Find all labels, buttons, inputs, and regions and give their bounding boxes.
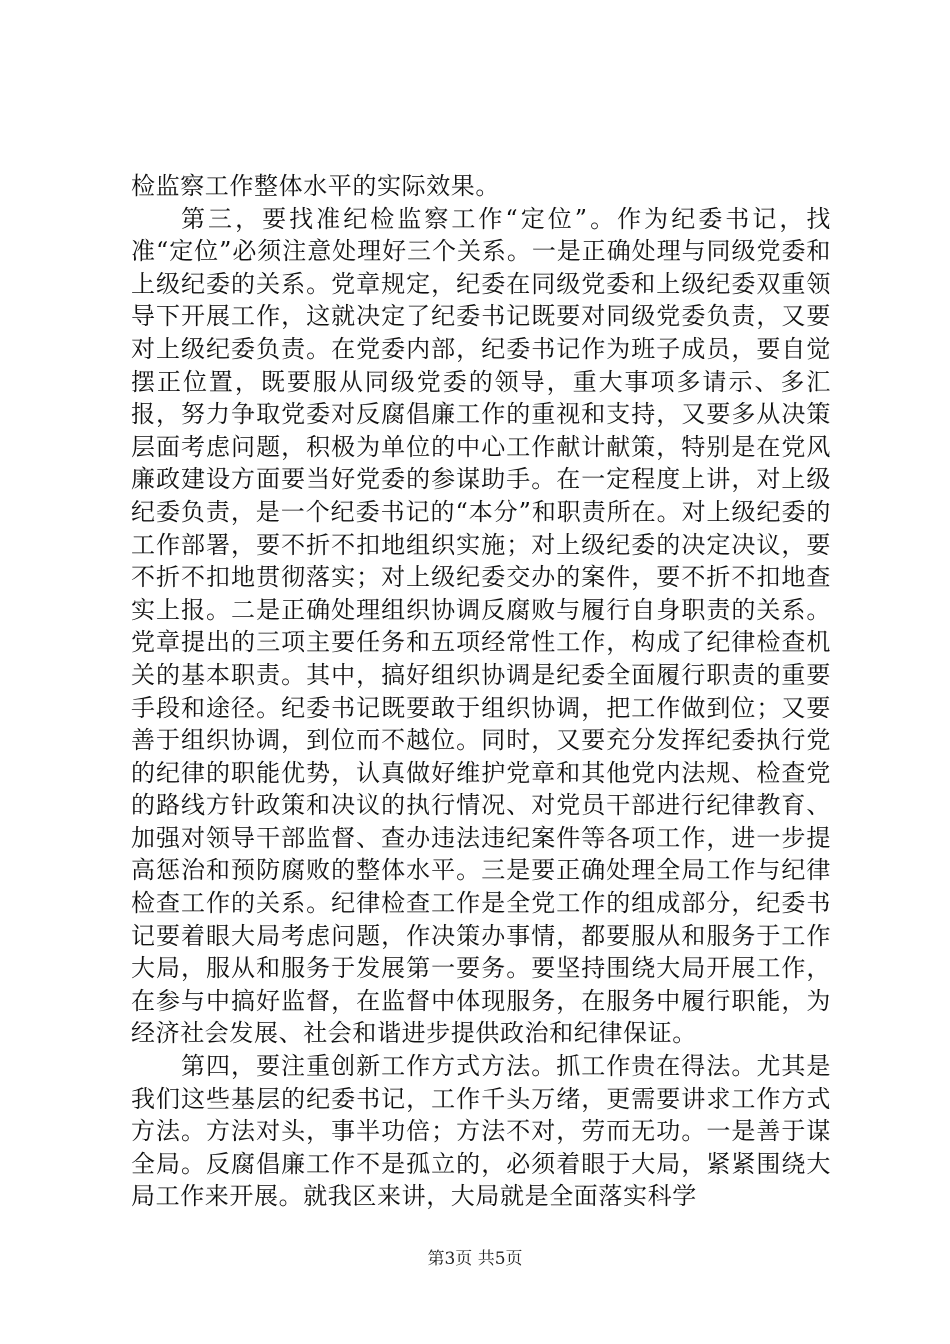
paragraph-2: 第三，要找准纪检监察工作“定位”。作为纪委书记，找准“定位”必须注意处理好三个关系。一是正确处理与同级党委和上级纪委的关系。党章规定，纪委在同级党委和上级纪委双重领导下开展工作，这就决定了纪委书记既要对同级党委负责，又要对上级纪委负责。在党委内部，纪委书记作为班子成员，要自觉摆正位置，既要服从同级党委的领导，重大事项多请示、多汇报，努力争取党委对反腐倡廉工作的重视和支持，又要多从决策层面考虑问题，积极为单位的中心工作献计献策，特别是在党风廉政建设方面要当好党委的参谋助手。在一定程度上讲，对上级纪委负责，是一个纪委书记的“本分”和职责所在。对上级纪委的工作部署，要不折不扣地组织实施；对上级纪委的决定决议，要不折不扣地贯彻落实；对上级纪委交办的案件，要不折不扣地查实上报。二是正确处理组织协调反腐败与履行自身职责的关系。党章提出的三项主要任务和五项经常性工作，构成了纪律检查机关的基本职责。其中，搞好组织协调是纪委全面履行职责的重要手段和途径。纪委书记既要敢于组织协调，把工作做到位；又要善于组织协调，到位而不越位。同时，又要充分发挥纪委执行党的纪律的职能优势，认真做好维护党章和其他党内法规、检查党的路线方针政策和决议的执行情况、对党员干部进行纪律教育、加强对领导干部监督、查办违法违纪案件等各项工作，进一步提高惩治和预防腐败的整体水平。三是要正确处理全局工作与纪律检查工作的关系。纪律检查工作是全党工作的组成部分，纪委书记要着眼大局考虑问题，作决策办事情，都要服从和服务于工作大局，服从和服务于发展第一要务。要坚持围绕大局开展工作，在参与中搞好监督，在监督中体现服务，在服务中履行职能，为经济社会发展、社会和谐进步提供政治和纪律保证。 <box>131 204 831 1048</box>
document-body <box>131 170 831 1213</box>
paragraph-1: 检监察工作整体水平的实际效果。 <box>131 172 500 200</box>
page-number-label: 第3页 共5页 <box>427 1249 523 1269</box>
paragraph-3: 第四，要注重创新工作方式方法。抓工作贵在得法。尤其是我们这些基层的纪委书记，工作千头万绪，更需要讲求工作方式方法。方法对头，事半功倍；方法不对，劳而无功。一是善于谋全局。反腐倡廉工作不是孤立的，必须着眼于大局，紧紧围绕大局工作来开展。就我区来讲，大局就是全面落实科学 <box>131 1052 831 1211</box>
page-footer <box>0 1244 950 1269</box>
